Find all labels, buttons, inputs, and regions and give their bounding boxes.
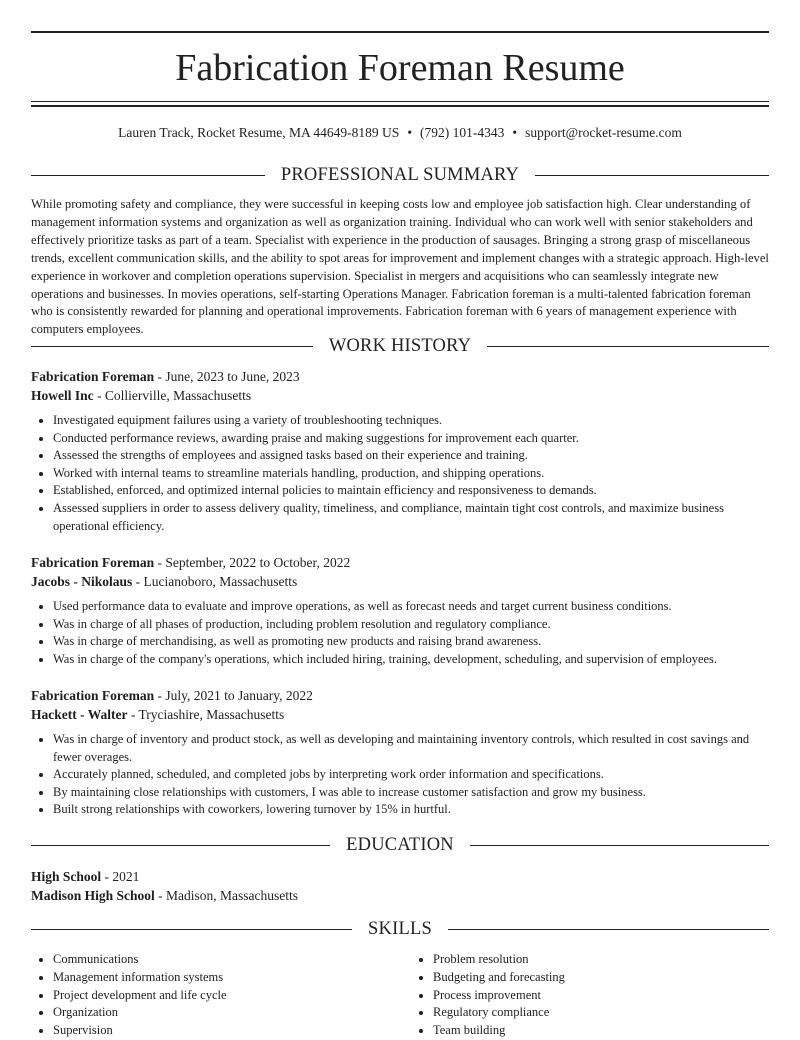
divider (448, 929, 769, 930)
job-bullets (31, 412, 769, 535)
job-bullet: • Was in charge of the company's operations, which included hiring, training, development, scheduling, and supervision of employees. (53, 651, 769, 669)
skill-item: • Budgeting and forecasting (433, 969, 769, 987)
job-title-line (31, 553, 769, 572)
job-bullets (31, 731, 769, 819)
divider (470, 845, 769, 846)
job-bullet: • Established, enforced, and optimized internal policies to maintain efficiency and responsiveness to demands. (53, 482, 769, 500)
job-role: Fabrication Foreman (31, 688, 155, 703)
job-location: - Collierville, Massachusetts (93, 388, 252, 403)
job-company-line (31, 572, 769, 591)
skill-item: • Process improvement (433, 987, 769, 1005)
education-entry (31, 867, 769, 905)
section-title: EDUCATION (346, 834, 454, 855)
job-bullet: • Was in charge of inventory and product stock, as well as developing and maintaining inventory controls, which resulted in cost savings and fewer overages. (53, 731, 769, 766)
skill-item: • Problem resolution (433, 951, 769, 969)
section-title: PROFESSIONAL SUMMARY (280, 164, 520, 185)
divider (31, 929, 352, 930)
top-rule (31, 31, 769, 33)
section-title: SKILLS (368, 918, 432, 939)
divider (31, 845, 330, 846)
job-bullet: • Accurately planned, scheduled, and completed jobs by interpreting work order information and specifications. (53, 766, 769, 784)
education-school-line (31, 886, 769, 905)
skill-item: • Supervision (53, 1022, 389, 1040)
job-company: Jacobs - Nikolaus (31, 574, 133, 589)
job-location: - Lucianoboro, Massachusetts (132, 574, 298, 589)
education-degree-line (31, 867, 769, 886)
job-company: Hackett - Walter (31, 707, 128, 722)
job-role: Fabrication Foreman (31, 369, 155, 384)
skill-item: • Team building (433, 1022, 769, 1040)
section-heading-work (31, 334, 769, 358)
job-bullet: • Conducted performance reviews, awarding praise and making suggestions for improvement each quarter. (53, 430, 769, 448)
job-title-line (31, 686, 769, 705)
contact-separator: • (512, 125, 518, 140)
divider (31, 175, 265, 176)
section-heading-skills (31, 917, 769, 941)
section-heading-summary (31, 163, 769, 187)
job-bullet: • Used performance data to evaluate and improve operations, as well as forecast needs and target current business conditions. (53, 598, 769, 616)
job-bullet: • Assessed suppliers in order to assess delivery quality, timeliness, and compliance, maintain tight cost controls, and maximize business operational efficiency. (53, 500, 769, 535)
skills-column-right (411, 951, 769, 1040)
job-company-line (31, 705, 769, 724)
job-bullet: • Assessed the strengths of employees and assigned tasks based on their experience and training. (53, 447, 769, 465)
skills-list (31, 951, 769, 1040)
contact-phone: (792) 101-4343 (420, 125, 505, 140)
job-entry (31, 553, 769, 668)
skill-item: • Organization (53, 1004, 389, 1022)
double-rule (31, 101, 769, 107)
skill-item: • Project development and life cycle (53, 987, 389, 1005)
page-title: Fabrication Foreman Resume (175, 47, 625, 89)
job-entry (31, 686, 769, 819)
skill-item: • Communications (53, 951, 389, 969)
section-title: WORK HISTORY (328, 335, 472, 356)
skills-column-left (31, 951, 389, 1040)
job-bullets (31, 598, 769, 668)
job-bullet: • Was in charge of merchandising, as well as promoting new products and raising brand awareness. (53, 633, 769, 651)
job-bullet: • By maintaining close relationships with customers, I was able to increase customer satisfaction and grow my business. (53, 784, 769, 802)
job-bullet: • Worked with internal teams to streamline materials handling, production, and shipping operations. (53, 465, 769, 483)
job-company: Howell Inc (31, 388, 94, 403)
section-heading-education (31, 833, 769, 857)
divider (31, 346, 313, 347)
skill-item: • Management information systems (53, 969, 389, 987)
job-bullet: • Built strong relationships with coworkers, lowering turnover by 15% in hurtful. (53, 801, 769, 819)
skill-item: • Regulatory compliance (433, 1004, 769, 1022)
education-degree: High School (31, 869, 102, 884)
contact-address: Lauren Track, Rocket Resume, MA 44649-8189 US (118, 125, 400, 140)
job-bullet: • Was in charge of all phases of production, including problem resolution and regulatory compliance. (53, 616, 769, 634)
job-entry (31, 367, 769, 535)
job-dates: - September, 2022 to October, 2022 (154, 555, 351, 570)
contact-separator: • (407, 125, 413, 140)
job-role: Fabrication Foreman (31, 555, 155, 570)
job-company-line (31, 386, 769, 405)
contact-email[interactable]: support@rocket-resume.com (525, 125, 682, 140)
summary-text: While promoting safety and compliance, they were successful in keeping costs low and employee job satisfaction high. Clear understanding of management information systems and organization as well as organization training. Individual who can work well with senior stakeholders and effectively prioritize tasks as part of a team. Specialist with experience in the production of sausages. Bringing a strong grasp of miscellaneous trends, excellent communication skills, and the ability to spot areas for improvement and implement changes with a strategic approach. High-level experience in workover and completion operations supervision. Specialist in mergers and acquisitions who can seamlessly integrate new operations and businesses. In movies operations, self-starting Operations Manager. Fabrication foreman is a multi-talented fabrication foreman who is consistently rewarded for planning and operational improvements. Fabrication foreman with 6 years of management experience with computers employees. (31, 197, 769, 337)
job-bullet: • Investigated equipment failures using a variety of troubleshooting techniques. (53, 412, 769, 430)
divider (487, 346, 769, 347)
job-dates: - June, 2023 to June, 2023 (154, 369, 300, 384)
job-title-line (31, 367, 769, 386)
education-school: Madison High School (31, 888, 155, 903)
education-year: - 2021 (101, 869, 140, 884)
job-dates: - July, 2021 to January, 2022 (154, 688, 313, 703)
divider (535, 175, 769, 176)
job-location: - Tryciashire, Massachusetts (127, 707, 285, 722)
education-location: - Madison, Massachusetts (154, 888, 299, 903)
contact-line (31, 124, 769, 142)
